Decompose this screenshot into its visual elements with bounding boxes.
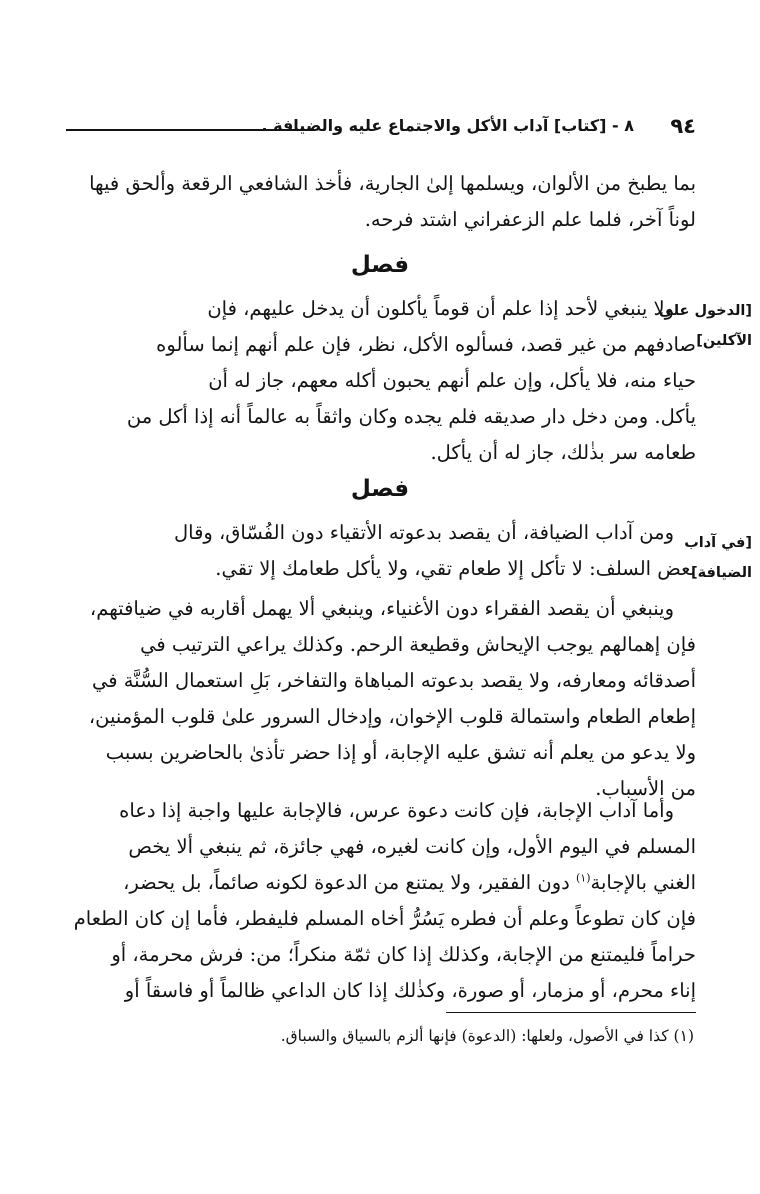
text-line: يأكل. ومن دخل دار صديقه فلم يجده وكان واثقاً به عالماً أنه إذا أكل من: [126, 405, 696, 428]
margin-note-line: [الدخول على: [658, 303, 752, 319]
margin-note-line: الضيافة]: [691, 565, 752, 581]
running-header: [66, 112, 696, 142]
section-heading: فصل: [350, 252, 410, 278]
text-line: ومن آداب الضيافة، أن يقصد بدعوته الأتقياء دون الفُسّاق، وقال: [173, 521, 674, 544]
section-1-paragraph-cont: [66, 399, 696, 471]
section-2-paragraph-2: [66, 591, 696, 807]
text-line: إطعام الطعام واستمالة قلوب الإخوان، وإدخال السرور علىٰ قلوب المؤمنين،: [88, 705, 696, 728]
text-line: بما يطبخ من الألوان، ويسلمها إلىٰ الجارية، فأخذ الشافعي الرقعة وألحق فيها: [89, 172, 696, 195]
text-fragment: الغني بالإجابة: [590, 871, 696, 894]
page-number: ٩٤: [670, 114, 696, 138]
text-line: المسلم في اليوم الأول، وإن كانت لغيره، فهي جائزة، ثم ينبغي ألا يخص: [128, 835, 696, 858]
text-fragment: دون الفقير، ولا يمتنع من الدعوة لكونه صائماً، بل يحضر،: [123, 871, 576, 894]
footnote-rule: [446, 1012, 696, 1013]
text-line: لوناً آخر، فلما علم الزعفراني اشتد فرحه.: [364, 208, 696, 231]
footnote-reference[interactable]: (١): [576, 871, 591, 885]
footnote: [64, 1022, 694, 1050]
section-1-paragraph: [148, 291, 696, 399]
margin-note-line: [في آداب: [684, 535, 752, 551]
text-line: ولا يدعو من يعلم أنه تشق عليه الإجابة، أو إذا حضر تأذىٰ بالحاضرين بسبب: [105, 741, 696, 764]
section-2-paragraph-1: [148, 515, 696, 587]
text-line: وأما آداب الإجابة، فإن كانت دعوة عرس، فالإجابة عليها واجبة إذا دعاه: [119, 799, 674, 822]
text-line: حياء منه، فلا يأكل، وإن علم أنهم يحبون أكله معهم، جاز له أن: [208, 369, 696, 392]
text-line: أصدقائه ومعارفه، ولا يقصد بدعوته المباهاة والتفاخر، بَلِ استعمال السُّنَّة في: [91, 669, 696, 692]
footnote-marker: (١): [673, 1027, 694, 1045]
text-line: [66, 865, 696, 901]
text-line: إناء محرم، أو مزمار، أو صورة، وكذٰلك إذا كان الداعي ظالماً أو فاسقاً أو: [124, 979, 696, 1002]
text-line: ولا ينبغي لأحد إذا علم أن قوماً يأكلون أن يدخل عليهم، فإن: [207, 297, 674, 320]
section-heading: فصل: [350, 476, 410, 502]
text-line: حراماً فليمتنع من الإجابة، وكذلك إذا كان ثمّة منكراً؛ من: فرش محرمة، أو: [111, 943, 696, 966]
text-line: وينبغي أن يقصد الفقراء دون الأغنياء، وينبغي ألا يهمل أقاربه في ضيافتهم،: [89, 597, 674, 620]
text-line: بعض السلف: لا تأكل إلا طعام تقي، ولا يأكل طعامك إلا تقي.: [215, 557, 696, 580]
chapter-title: ٨ - [كتاب] آداب الأكل والاجتماع عليه والضيافة .: [261, 116, 634, 135]
text-line: من الأسباب.: [595, 777, 696, 800]
section-2-paragraph-3: [66, 793, 696, 1009]
text-line: صادفهم من غير قصد، فسألوه الأكل، نظر، فإن علم أنهم إنما سألوه: [156, 333, 696, 356]
text-line: طعامه سر بذٰلك، جاز له أن يأكل.: [430, 441, 696, 464]
margin-note-line: الآكلين]: [696, 333, 752, 349]
header-rule: [66, 129, 314, 131]
text-line: فإن كان تطوعاً وعلم أن فطره يَسُرُّ أخاه المسلم فليفطر، فأما إن كان الطعام: [73, 907, 696, 930]
text-line: فإن إهمالهم يوجب الإيحاش وقطيعة الرحم. وكذلك يراعي الترتيب في: [140, 633, 696, 656]
intro-paragraph: [66, 166, 696, 238]
footnote-text: كذا في الأصول، ولعلها: (الدعوة) فإنها ألزم بالسياق والسباق.: [280, 1027, 669, 1045]
